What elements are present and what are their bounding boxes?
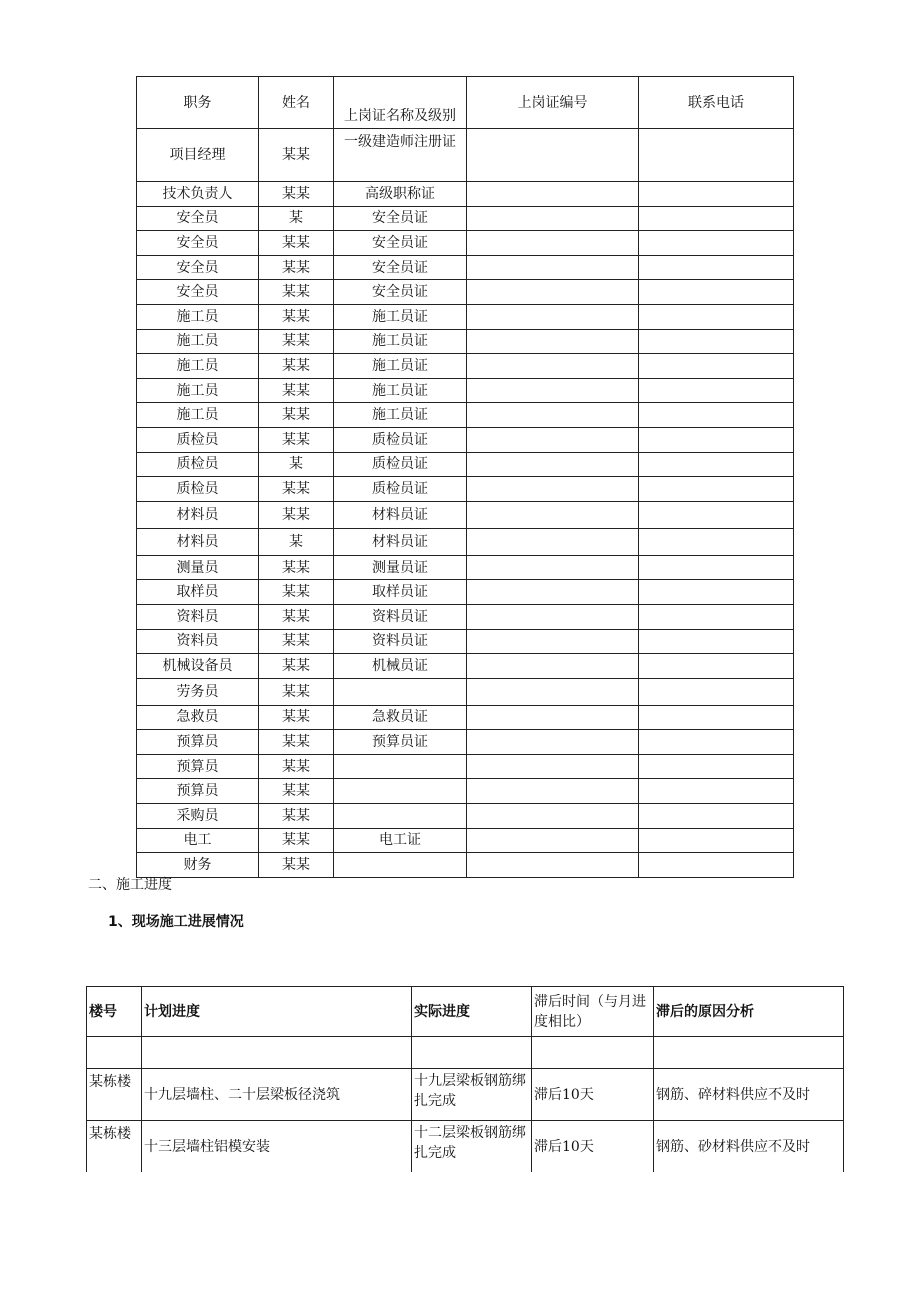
staff-cell-phone — [639, 354, 794, 379]
staff-cell-name: 某 — [259, 206, 334, 231]
staff-cell-position: 预算员 — [137, 730, 259, 755]
staff-table — [136, 76, 794, 878]
staff-cell-phone — [639, 255, 794, 280]
staff-cell-phone — [639, 654, 794, 679]
progress-cell-building: 某栋楼 — [87, 1121, 142, 1173]
staff-cell-phone — [639, 206, 794, 231]
staff-cell-phone — [639, 329, 794, 354]
staff-cell-certificate: 安全员证 — [334, 255, 467, 280]
staff-cell-position: 安全员 — [137, 280, 259, 305]
staff-cell-phone — [639, 779, 794, 804]
staff-row — [137, 255, 794, 280]
staff-row — [137, 354, 794, 379]
staff-cell-certificate-number — [467, 378, 639, 403]
staff-row — [137, 231, 794, 256]
staff-row — [137, 528, 794, 555]
staff-row — [137, 853, 794, 878]
staff-cell-certificate: 一级建造师注册证 — [334, 129, 467, 182]
staff-cell-certificate-number — [467, 354, 639, 379]
staff-cell-certificate: 质检员证 — [334, 477, 467, 502]
header-certificate-number: 上岗证编号 — [467, 77, 639, 129]
staff-cell-phone — [639, 678, 794, 705]
staff-cell-certificate-number — [467, 754, 639, 779]
header-planned: 计划进度 — [142, 987, 412, 1037]
staff-cell-certificate-number — [467, 427, 639, 452]
progress-row — [87, 1037, 844, 1069]
staff-cell-position: 资料员 — [137, 629, 259, 654]
header-certificate: 上岗证名称及级别 — [334, 77, 467, 129]
staff-cell-position: 施工员 — [137, 304, 259, 329]
progress-cell-reason: 钢筋、砂材料供应不及时 — [654, 1121, 844, 1173]
staff-row — [137, 828, 794, 853]
header-reason: 滞后的原因分析 — [654, 987, 844, 1037]
staff-cell-phone — [639, 427, 794, 452]
staff-row — [137, 654, 794, 679]
progress-cell-actual: 十二层梁板钢筋绑扎完成 — [412, 1121, 532, 1173]
staff-cell-name: 某某 — [259, 329, 334, 354]
staff-cell-phone — [639, 754, 794, 779]
progress-row — [87, 1121, 844, 1173]
staff-cell-phone — [639, 853, 794, 878]
staff-row — [137, 804, 794, 829]
staff-cell-certificate: 材料员证 — [334, 528, 467, 555]
staff-row — [137, 705, 794, 730]
staff-cell-certificate: 施工员证 — [334, 403, 467, 428]
staff-cell-phone — [639, 555, 794, 580]
staff-cell-position: 劳务员 — [137, 678, 259, 705]
staff-cell-certificate: 质检员证 — [334, 427, 467, 452]
progress-cell-actual: 十九层梁板钢筋绑扎完成 — [412, 1069, 532, 1121]
staff-cell-phone — [639, 629, 794, 654]
staff-cell-certificate-number — [467, 255, 639, 280]
staff-cell-certificate: 安全员证 — [334, 231, 467, 256]
progress-cell-building — [87, 1037, 142, 1069]
header-actual: 实际进度 — [412, 987, 532, 1037]
progress-cell-delay — [532, 1037, 654, 1069]
staff-cell-certificate — [334, 779, 467, 804]
staff-cell-certificate: 质检员证 — [334, 452, 467, 477]
staff-cell-certificate-number — [467, 555, 639, 580]
staff-cell-position: 质检员 — [137, 427, 259, 452]
staff-cell-position: 质检员 — [137, 452, 259, 477]
staff-cell-phone — [639, 580, 794, 605]
staff-cell-phone — [639, 304, 794, 329]
staff-cell-position: 急救员 — [137, 705, 259, 730]
progress-cell-delay: 滞后10天 — [532, 1069, 654, 1121]
staff-cell-certificate-number — [467, 231, 639, 256]
staff-row — [137, 427, 794, 452]
staff-cell-name: 某某 — [259, 280, 334, 305]
staff-cell-name: 某 — [259, 528, 334, 555]
progress-cell-delay: 滞后10天 — [532, 1121, 654, 1173]
staff-cell-name: 某某 — [259, 501, 334, 528]
staff-cell-position: 材料员 — [137, 501, 259, 528]
staff-cell-name: 某某 — [259, 182, 334, 207]
staff-cell-position: 采购员 — [137, 804, 259, 829]
staff-row — [137, 730, 794, 755]
staff-cell-position: 项目经理 — [137, 129, 259, 182]
header-position: 职务 — [137, 77, 259, 129]
staff-cell-certificate — [334, 804, 467, 829]
staff-cell-position: 机械设备员 — [137, 654, 259, 679]
progress-cell-reason: 钢筋、碎材料供应不及时 — [654, 1069, 844, 1121]
staff-cell-name: 某某 — [259, 754, 334, 779]
staff-cell-position: 安全员 — [137, 231, 259, 256]
staff-cell-certificate: 电工证 — [334, 828, 467, 853]
staff-cell-name: 某某 — [259, 779, 334, 804]
staff-row — [137, 403, 794, 428]
staff-cell-certificate-number — [467, 452, 639, 477]
staff-cell-position: 电工 — [137, 828, 259, 853]
staff-cell-position: 安全员 — [137, 255, 259, 280]
staff-cell-certificate-number — [467, 779, 639, 804]
staff-cell-certificate-number — [467, 403, 639, 428]
staff-cell-position: 施工员 — [137, 403, 259, 428]
staff-cell-certificate: 安全员证 — [334, 280, 467, 305]
staff-row — [137, 304, 794, 329]
staff-cell-certificate-number — [467, 129, 639, 182]
header-phone: 联系电话 — [639, 77, 794, 129]
staff-row — [137, 580, 794, 605]
staff-cell-name: 某某 — [259, 427, 334, 452]
staff-cell-phone — [639, 501, 794, 528]
staff-cell-certificate — [334, 754, 467, 779]
staff-cell-position: 测量员 — [137, 555, 259, 580]
staff-cell-certificate-number — [467, 853, 639, 878]
staff-cell-certificate: 资料员证 — [334, 629, 467, 654]
staff-row — [137, 604, 794, 629]
staff-row — [137, 452, 794, 477]
progress-cell-actual — [412, 1037, 532, 1069]
progress-cell-reason — [654, 1037, 844, 1069]
staff-cell-certificate-number — [467, 477, 639, 502]
staff-cell-certificate-number — [467, 804, 639, 829]
staff-cell-certificate: 高级职称证 — [334, 182, 467, 207]
staff-cell-name: 某某 — [259, 654, 334, 679]
staff-row — [137, 678, 794, 705]
staff-cell-certificate: 取样员证 — [334, 580, 467, 605]
staff-cell-certificate-number — [467, 730, 639, 755]
staff-cell-name: 某某 — [259, 804, 334, 829]
staff-cell-position: 施工员 — [137, 329, 259, 354]
staff-cell-name: 某某 — [259, 477, 334, 502]
staff-cell-name: 某某 — [259, 555, 334, 580]
staff-cell-certificate: 施工员证 — [334, 354, 467, 379]
staff-cell-name: 某某 — [259, 304, 334, 329]
staff-cell-certificate-number — [467, 329, 639, 354]
staff-cell-position: 预算员 — [137, 779, 259, 804]
staff-cell-position: 财务 — [137, 853, 259, 878]
staff-cell-position: 预算员 — [137, 754, 259, 779]
staff-cell-name: 某某 — [259, 629, 334, 654]
staff-row — [137, 182, 794, 207]
staff-row — [137, 754, 794, 779]
progress-header-row — [87, 987, 844, 1037]
staff-cell-certificate-number — [467, 206, 639, 231]
staff-row — [137, 206, 794, 231]
staff-cell-name: 某某 — [259, 255, 334, 280]
staff-cell-certificate: 施工员证 — [334, 329, 467, 354]
header-building: 楼号 — [87, 987, 142, 1037]
progress-cell-building: 某栋楼 — [87, 1069, 142, 1121]
staff-cell-name: 某某 — [259, 853, 334, 878]
staff-cell-position: 施工员 — [137, 378, 259, 403]
staff-cell-position: 质检员 — [137, 477, 259, 502]
staff-cell-phone — [639, 705, 794, 730]
staff-cell-certificate-number — [467, 678, 639, 705]
progress-cell-planned — [142, 1037, 412, 1069]
staff-cell-phone — [639, 452, 794, 477]
staff-cell-certificate-number — [467, 580, 639, 605]
staff-cell-certificate: 急救员证 — [334, 705, 467, 730]
staff-cell-phone — [639, 280, 794, 305]
section-title: 二、施工进度 — [88, 877, 172, 893]
staff-cell-certificate-number — [467, 182, 639, 207]
staff-row — [137, 555, 794, 580]
staff-cell-certificate: 资料员证 — [334, 604, 467, 629]
staff-cell-certificate: 施工员证 — [334, 378, 467, 403]
staff-cell-name: 某某 — [259, 604, 334, 629]
staff-cell-name: 某某 — [259, 705, 334, 730]
staff-cell-certificate-number — [467, 828, 639, 853]
staff-cell-name: 某某 — [259, 580, 334, 605]
staff-cell-certificate-number — [467, 654, 639, 679]
staff-cell-position: 技术负责人 — [137, 182, 259, 207]
staff-cell-name: 某某 — [259, 378, 334, 403]
staff-cell-name: 某 — [259, 452, 334, 477]
progress-cell-planned: 十三层墙柱铝模安装 — [142, 1121, 412, 1173]
staff-cell-phone — [639, 477, 794, 502]
staff-cell-certificate — [334, 853, 467, 878]
staff-cell-name: 某某 — [259, 678, 334, 705]
staff-cell-name: 某某 — [259, 231, 334, 256]
staff-row — [137, 129, 794, 182]
staff-row — [137, 329, 794, 354]
staff-cell-certificate: 机械员证 — [334, 654, 467, 679]
section-subtitle: 1、现场施工进展情况 — [108, 914, 244, 930]
staff-cell-name: 某某 — [259, 730, 334, 755]
staff-cell-phone — [639, 378, 794, 403]
staff-cell-certificate: 安全员证 — [334, 206, 467, 231]
staff-cell-phone — [639, 231, 794, 256]
staff-row — [137, 477, 794, 502]
header-name: 姓名 — [259, 77, 334, 129]
progress-cell-planned: 十九层墙柱、二十层梁板径浇筑 — [142, 1069, 412, 1121]
staff-cell-position: 材料员 — [137, 528, 259, 555]
staff-cell-certificate-number — [467, 304, 639, 329]
progress-table-body — [87, 987, 844, 1173]
staff-row — [137, 378, 794, 403]
staff-cell-phone — [639, 129, 794, 182]
staff-cell-certificate-number — [467, 528, 639, 555]
staff-row — [137, 501, 794, 528]
staff-cell-position: 资料员 — [137, 604, 259, 629]
staff-cell-phone — [639, 604, 794, 629]
staff-cell-certificate — [334, 678, 467, 705]
staff-row — [137, 629, 794, 654]
staff-cell-name: 某某 — [259, 354, 334, 379]
staff-cell-certificate-number — [467, 705, 639, 730]
header-delay: 滞后时间（与月进度相比） — [532, 987, 654, 1037]
staff-cell-phone — [639, 403, 794, 428]
staff-cell-certificate-number — [467, 501, 639, 528]
progress-table — [86, 986, 844, 1172]
staff-cell-name: 某某 — [259, 129, 334, 182]
staff-row — [137, 280, 794, 305]
staff-cell-certificate-number — [467, 629, 639, 654]
staff-header-row — [137, 77, 794, 129]
staff-cell-certificate: 施工员证 — [334, 304, 467, 329]
staff-cell-position: 施工员 — [137, 354, 259, 379]
staff-cell-certificate: 测量员证 — [334, 555, 467, 580]
staff-cell-phone — [639, 828, 794, 853]
staff-cell-phone — [639, 182, 794, 207]
staff-cell-position: 取样员 — [137, 580, 259, 605]
staff-cell-certificate: 材料员证 — [334, 501, 467, 528]
staff-cell-name: 某某 — [259, 403, 334, 428]
staff-cell-certificate: 预算员证 — [334, 730, 467, 755]
staff-cell-phone — [639, 804, 794, 829]
progress-row — [87, 1069, 844, 1121]
staff-table-body — [137, 77, 794, 878]
staff-cell-position: 安全员 — [137, 206, 259, 231]
staff-cell-phone — [639, 730, 794, 755]
staff-cell-name: 某某 — [259, 828, 334, 853]
staff-cell-certificate-number — [467, 604, 639, 629]
staff-cell-certificate-number — [467, 280, 639, 305]
staff-cell-phone — [639, 528, 794, 555]
staff-row — [137, 779, 794, 804]
